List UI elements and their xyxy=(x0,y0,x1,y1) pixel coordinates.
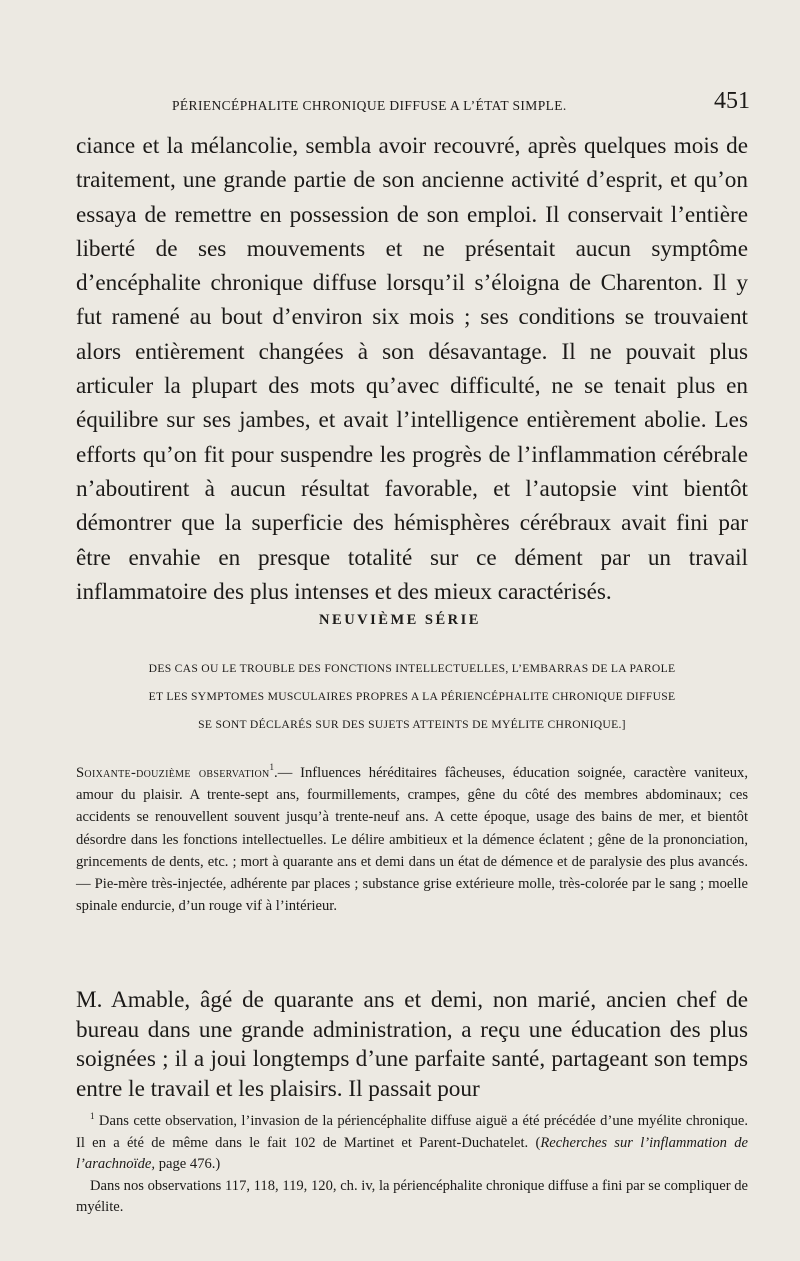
observation-text: .— Influences héréditaires fâcheuses, éducation soignée, caractère vaniteux, amour du plaisir. A trente-sept ans, fourmillements, crampes, gêne du côté des membres abdominaux; ces accidents se renouvellent souvent jusqu’à trente-neuf ans. A cette époque, usage des bains de mer, et bientôt désordre dans les fonctions intellectuelles. Le délire ambitieux et la démence éclatent ; gêne de la prononciation, grincements de dents, etc. ; mort à quarante ans et demi dans un état de démence et de paralysie des plus avancés. — Pie-mère très-injectée, adhérente par places ; substance grise extérieure molle, très-colorée par le sang ; moelle spinale endurcie, d’un rouge vif à l’intérieur. xyxy=(76,765,748,915)
footnotes xyxy=(76,1111,748,1219)
page-header xyxy=(76,88,750,126)
footnote-reference: 1 xyxy=(269,762,275,772)
footnote-1-text: Dans cette observation, l’invasion de la périencéphalite diffuse aiguë a été précédée d’une myélite chronique. Il en a été de même dans le fait 102 de Martinet et Parent-Duchatelet. ( xyxy=(76,1113,748,1151)
body-paragraph-2: M. Amable, âgé de quarante ans et demi, non marié, ancien chef de bureau dans une grande administration, a reçu une éducation des plus soignées ; il a joui longtemps d’une parfaite santé, partageant son temps entre le travail et les plaisirs. Il passait pour xyxy=(76,987,748,1102)
page-number: 451 xyxy=(714,88,750,114)
footnote-1-cited-title: Recherches sur l’inflammation de l’arachnoïde, xyxy=(76,1134,748,1172)
body-paragraph-1: ciance et la mélancolie, sembla avoir recouvré, après quelques mois de traitement, une grande partie de son ancienne activité d’esprit, et qu’on essaya de remettre en possession de son emploi. Il conservait l’entière liberté de ses mouvements et ne présentait aucun symptôme d’encéphalite chronique diffuse lorsqu’il s’éloigna de Charenton. Il y fut ramené au bout d’environ six mois ; ses conditions se trouvaient alors entièrement changées à son désavantage. Il ne pouvait plus articuler la plupart des mots qu’avec difficulté, ne se tenait plus en équilibre sur ses jambes, et avait l’intelligence entièrement abolie. Les efforts qu’on fit pour suspendre les progrès de l’inflammation cérébrale n’aboutirent à aucun résultat favorable, et l’autopsie vint bientôt démontrer que la superficie des hémisphères cérébraux avait fini par être envahie en presque totalité sur ce dément par un travail inflammatoire des plus intenses et des mieux caractérisés. xyxy=(76,133,748,605)
running-title: PÉRIENCÉPHALITE CHRONIQUE DIFFUSE A L’ÉTAT SIMPLE. xyxy=(172,98,567,113)
observation-summary xyxy=(76,762,748,917)
series-heading: NEUVIÈME SÉRIE xyxy=(319,612,481,628)
series-description xyxy=(76,655,748,739)
series-description-line-2: ET LES SYMPTOMES MUSCULAIRES PROPRES A LA PÉRIENCÉPHALITE CHRONIQUE DIFFUSE xyxy=(148,690,676,703)
footnote-mark: 1 xyxy=(90,1111,95,1121)
footnote-1-end: page 476.) xyxy=(155,1156,221,1172)
footnote-1 xyxy=(76,1111,748,1176)
series-description-line-3: SE SONT DÉCLARÉS SUR DES SUJETS ATTEINTS DE MYÉLITE CHRONIQUE.] xyxy=(198,718,626,731)
footnote-2: Dans nos observations 117, 118, 119, 120, ch. iv, la périencéphalite chronique diffuse a fini par se compliquer de myélite. xyxy=(76,1177,748,1215)
observation-label: Soixante-douzième observation xyxy=(76,765,270,781)
series-description-line-1: DES CAS OU LE TROUBLE DES FONCTIONS INTELLECTUELLES, L’EMBARRAS DE LA PAROLE xyxy=(148,662,676,675)
